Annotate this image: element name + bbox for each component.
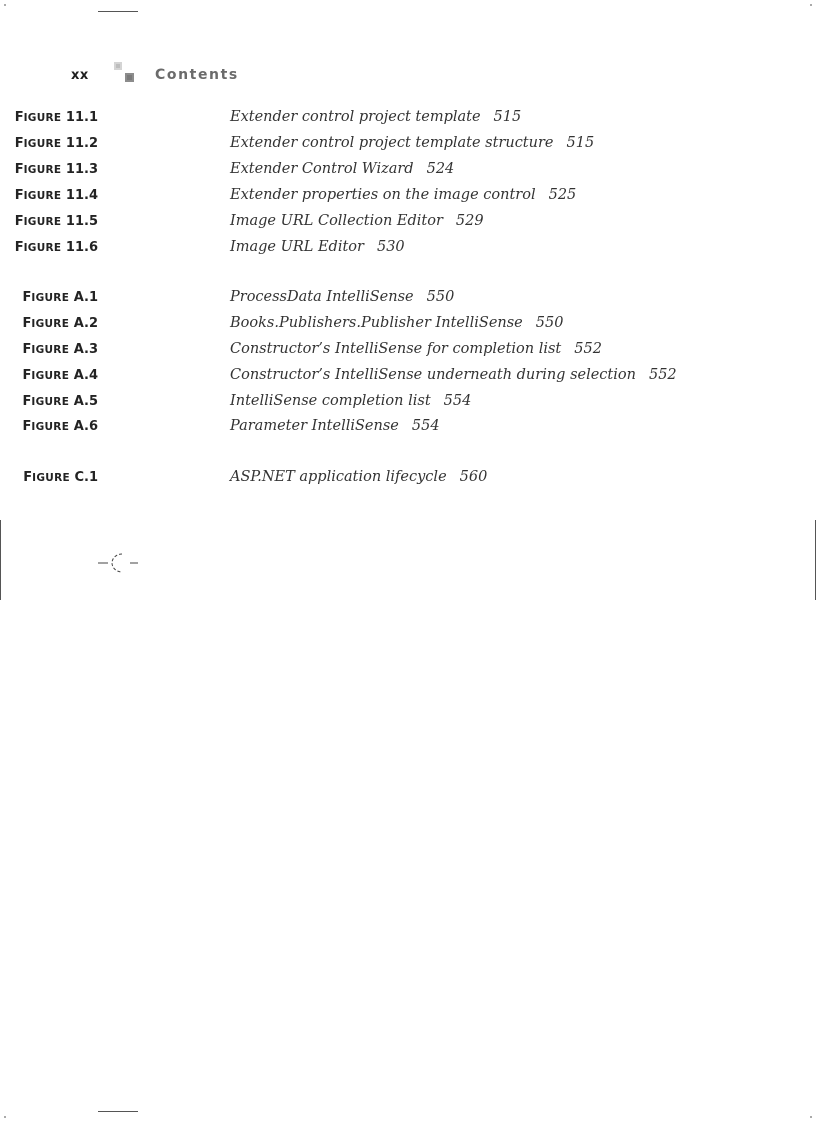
figure-entry <box>0 393 700 415</box>
page-number: 525 <box>548 187 577 203</box>
figure-entry <box>0 161 700 183</box>
page-number: 529 <box>455 213 484 229</box>
figure-title: Extender properties on the image control <box>230 187 536 203</box>
figure-entry <box>0 109 700 131</box>
page-number: 530 <box>376 239 405 255</box>
figure-label: FIGURE A.3 <box>22 342 98 357</box>
figure-label: FIGURE 11.4 <box>14 188 98 203</box>
figure-entry <box>0 418 700 440</box>
corner-dot <box>4 1116 6 1118</box>
crop-mark-top <box>98 11 138 12</box>
figure-title: ProcessData IntelliSense <box>230 289 414 305</box>
crop-mark-bottom <box>98 1111 138 1112</box>
page-number: 524 <box>426 161 455 177</box>
figure-caption <box>230 393 471 409</box>
figure-caption <box>230 187 576 203</box>
figure-entry <box>0 341 700 363</box>
figure-title: Books.Publishers.Publisher IntelliSense <box>230 315 523 331</box>
figure-caption <box>230 367 677 383</box>
page-number: 515 <box>566 135 595 151</box>
figure-caption <box>230 135 594 151</box>
figure-entry <box>0 289 700 311</box>
figure-label: FIGURE A.2 <box>22 316 98 331</box>
figure-caption <box>230 289 454 305</box>
page-folio: xx <box>71 68 89 83</box>
figure-entry <box>0 135 700 157</box>
page-number: 552 <box>574 341 602 357</box>
figure-entry <box>0 367 700 389</box>
figure-title: Extender control project template <box>230 109 481 125</box>
figure-entry <box>0 315 700 337</box>
crop-mark-left <box>0 520 1 600</box>
corner-dot <box>810 4 812 6</box>
figure-label: FIGURE A.5 <box>22 394 98 409</box>
figure-title: Constructor’s IntelliSense underneath during selection <box>230 367 636 383</box>
figure-caption <box>230 161 454 177</box>
figure-entry <box>0 213 700 235</box>
figure-title: Parameter IntelliSense <box>230 418 399 434</box>
figure-label: FIGURE C.1 <box>23 470 98 485</box>
figure-title: Image URL Editor <box>230 239 364 255</box>
figure-title: Extender Control Wizard <box>230 161 414 177</box>
corner-dot <box>810 1116 812 1118</box>
figure-entry <box>0 187 700 209</box>
figure-caption <box>230 239 405 255</box>
figure-title: Image URL Collection Editor <box>230 213 443 229</box>
figure-label: FIGURE 11.1 <box>14 110 98 125</box>
figure-label: FIGURE 11.3 <box>14 162 98 177</box>
registration-mark-icon <box>98 551 140 575</box>
figure-label: FIGURE 11.5 <box>14 214 98 229</box>
figure-caption <box>230 315 563 331</box>
figure-label: FIGURE A.4 <box>22 368 98 383</box>
figure-caption <box>230 418 440 434</box>
figure-label: FIGURE A.1 <box>22 290 98 305</box>
figure-title: ASP.NET application lifecycle <box>230 469 447 485</box>
figure-title: Constructor’s IntelliSense for completion list <box>230 341 562 357</box>
running-head <box>71 62 371 90</box>
figure-entry <box>0 239 700 261</box>
page-number: 550 <box>535 315 564 331</box>
page-number: 552 <box>648 367 677 383</box>
figure-caption <box>230 469 487 485</box>
checker-squares-icon <box>114 62 138 86</box>
section-title: Contents <box>155 67 239 83</box>
figure-title: IntelliSense completion list <box>230 393 431 409</box>
page-number: 515 <box>493 109 522 125</box>
figure-caption <box>230 213 484 229</box>
figure-label: FIGURE 11.2 <box>14 136 98 151</box>
figure-title: Extender control project template structure <box>230 135 554 151</box>
figure-caption <box>230 109 521 125</box>
figure-label: FIGURE 11.6 <box>14 240 98 255</box>
figure-caption <box>230 341 602 357</box>
corner-dot <box>4 4 6 6</box>
page-number: 554 <box>443 393 472 409</box>
page-number: 560 <box>459 469 488 485</box>
figure-entry <box>0 469 700 491</box>
page-number: 550 <box>426 289 455 305</box>
figure-label: FIGURE A.6 <box>22 419 98 434</box>
page-number: 554 <box>411 418 440 434</box>
